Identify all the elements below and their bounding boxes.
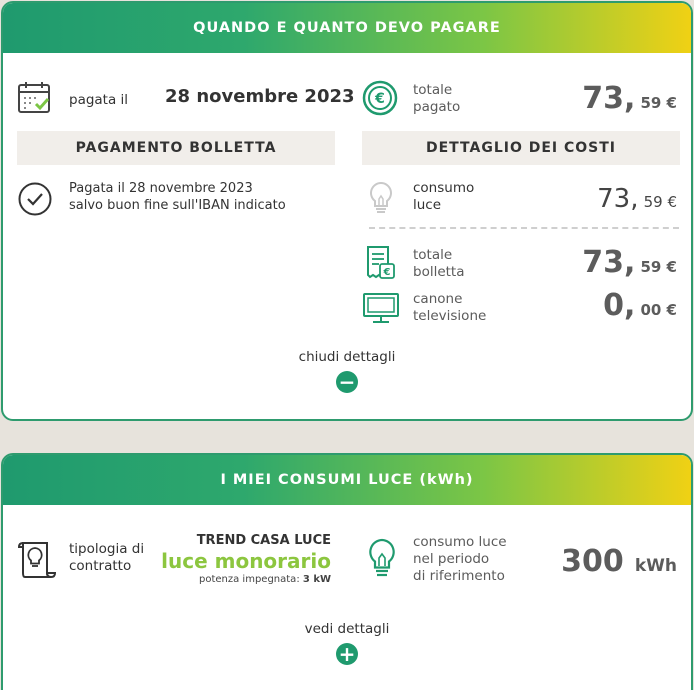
tv-fee-label: canone televisione xyxy=(413,291,487,324)
consumption-card-header xyxy=(3,455,691,505)
payment-card-header xyxy=(3,3,691,53)
lightbulb-outline-icon xyxy=(367,537,397,579)
period-consumption-value: 300 kWh xyxy=(561,544,677,579)
plus-circle-icon[interactable]: + xyxy=(336,643,358,665)
svg-text:€: € xyxy=(375,91,385,107)
check-circle-icon xyxy=(17,181,53,217)
contract-bulb-icon xyxy=(17,537,57,581)
payment-section-title: PAGAMENTO BOLLETTA xyxy=(17,131,335,165)
period-consumption-label: consumo luce nel periodo di riferimento xyxy=(413,534,507,584)
payment-status: Pagata il 28 novembre 2023 salvo buon fine sull'IBAN indicato xyxy=(69,181,286,213)
tv-icon xyxy=(362,291,400,325)
lightbulb-icon xyxy=(367,180,395,216)
tv-fee-amount: 0, 00 € xyxy=(603,288,677,323)
svg-text:€: € xyxy=(383,267,391,278)
total-paid-label: totale pagato xyxy=(413,82,461,115)
consumption-label: consumo luce xyxy=(413,180,475,213)
see-details-label[interactable]: vedi dettagli xyxy=(304,621,390,637)
contract-type-label: tipologia di contratto xyxy=(69,541,145,574)
consumption-amount: 73, 59 € xyxy=(597,184,677,214)
payment-card xyxy=(1,1,693,421)
contract-type: luce monorario xyxy=(161,549,331,573)
cost-detail-title: DETTAGLIO DEI COSTI xyxy=(362,131,680,165)
euro-coin-icon xyxy=(361,79,399,117)
minus-circle-icon[interactable]: − xyxy=(336,371,358,393)
consumption-card-title: I MIEI CONSUMI LUCE (kWh) xyxy=(220,472,474,488)
payment-card-title: QUANDO E QUANTO DEVO PAGARE xyxy=(193,20,501,36)
close-details-toggle[interactable] xyxy=(3,349,691,393)
bill-euro-icon xyxy=(362,244,398,282)
close-details-label[interactable]: chiudi dettagli xyxy=(298,349,396,365)
consumption-card xyxy=(1,453,693,690)
total-paid-amount: 73, 59 € xyxy=(582,81,677,116)
paid-date: 28 novembre 2023 xyxy=(165,86,355,107)
power-info: potenza impegnata: 3 kW xyxy=(199,574,331,585)
bill-total-label: totale bolletta xyxy=(413,247,465,280)
divider xyxy=(369,227,679,229)
see-details-toggle[interactable] xyxy=(3,621,691,665)
paid-label: pagata il xyxy=(69,92,129,108)
trend-title: TREND CASA LUCE xyxy=(196,533,331,548)
contract-info xyxy=(161,533,331,585)
bill-total-amount: 73, 59 € xyxy=(582,245,677,280)
calendar-check-icon xyxy=(17,80,53,116)
